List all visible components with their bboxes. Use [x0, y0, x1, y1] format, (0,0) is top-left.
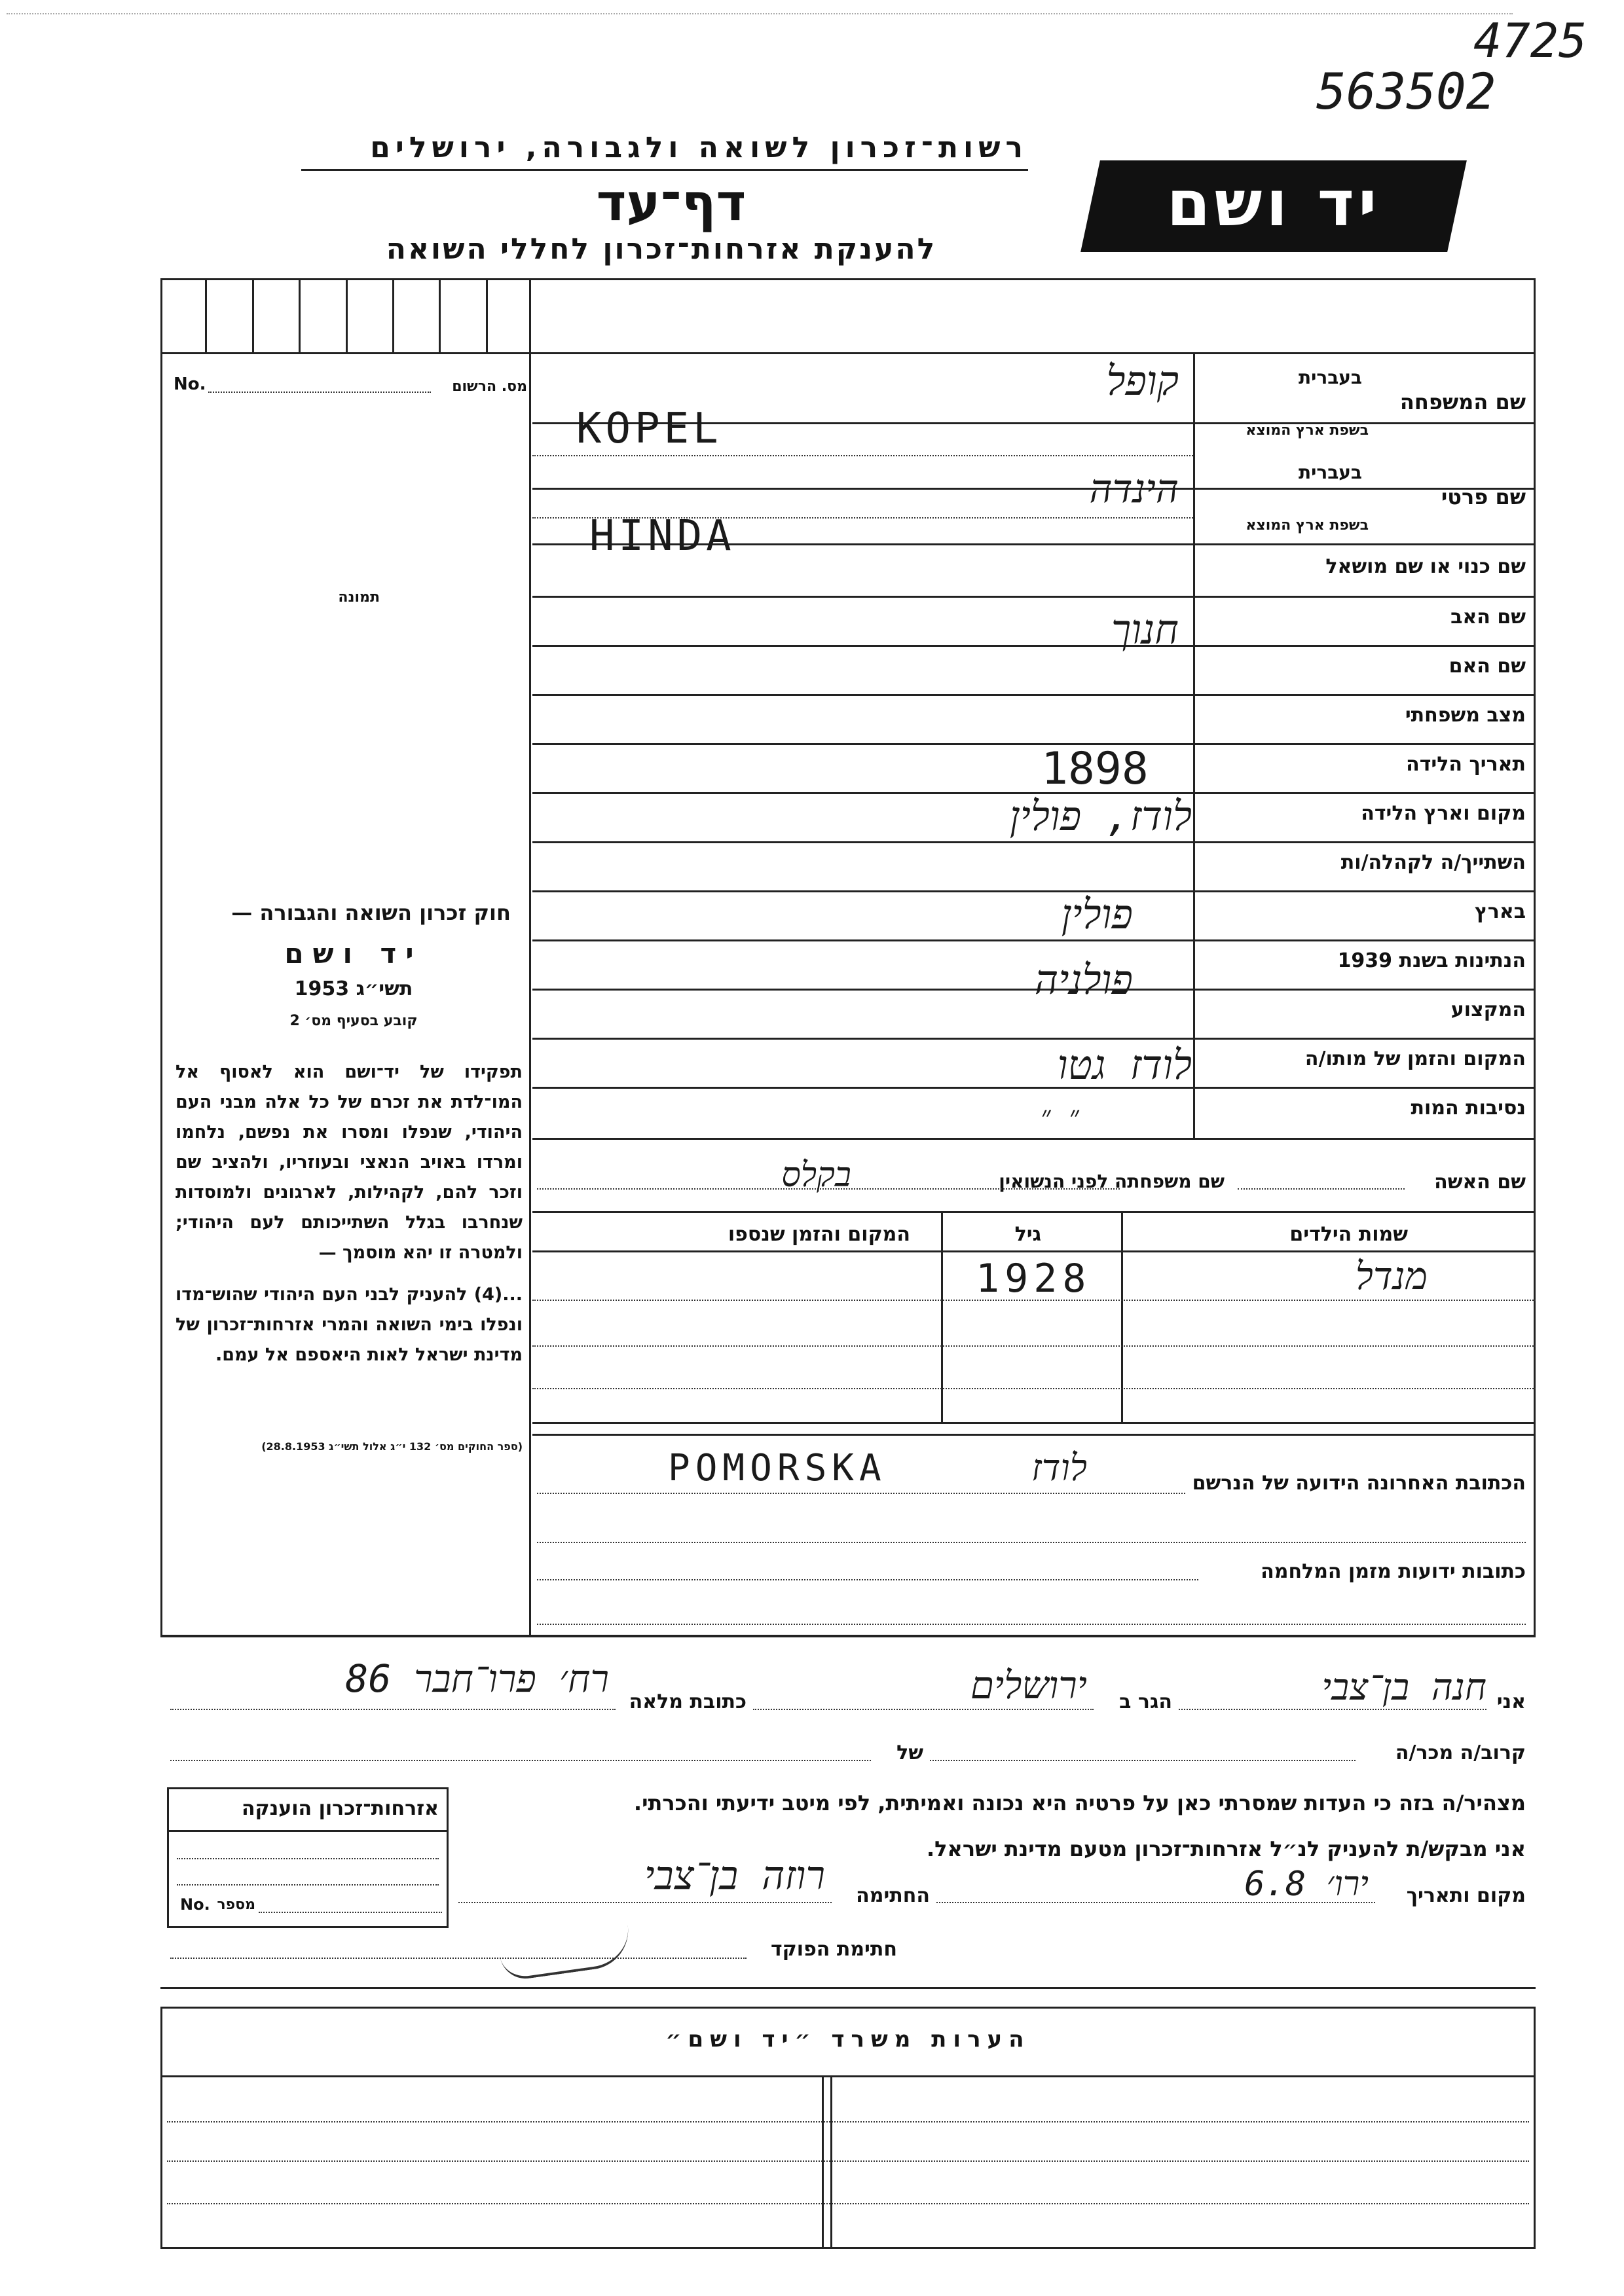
signature-value[interactable]: רוזה בן־צבי [644, 1853, 825, 1899]
row-line [532, 1038, 1536, 1040]
wife-bottom-line [532, 1211, 1536, 1213]
resides-value[interactable]: ירושלים [970, 1663, 1087, 1707]
grant-box-no-label: No. [180, 1895, 210, 1914]
address-line [537, 1542, 1526, 1543]
top-dotted-rule [7, 13, 1513, 14]
family-hebrew-sub: בעברית [1298, 367, 1362, 388]
mother-label: שם האם [1449, 655, 1526, 678]
child-age[interactable]: 1928 [976, 1256, 1092, 1302]
law-source: (ספר החוקים מס׳ 132 י״ג אלול תשי״ג 28.8.1953) [261, 1440, 523, 1453]
grant-box-line [177, 1884, 439, 1886]
wife-maiden-value[interactable]: בקלס [781, 1156, 851, 1195]
children-names-header: שמות הילדים [1289, 1223, 1408, 1246]
declaration-text: מצהיר/ה בזה כי העדות שמסרתי כאן על פרטיה היא נכונה ואמיתית, לפי מיטב ידיעתי והכרתי. [633, 1791, 1526, 1815]
children-col-divider [1121, 1212, 1123, 1422]
place-date-value[interactable]: ירו׳ 6.8 [1244, 1865, 1369, 1904]
archive-number-overwrite: 4725 [1473, 13, 1587, 68]
law-name: יד ושם [284, 938, 423, 970]
first-native-sub: בשפת ארץ המוצא [1246, 517, 1369, 534]
family-name-label: שם המשפחה [1399, 390, 1526, 414]
officer-signature-field[interactable] [170, 1958, 747, 1959]
birth-place-label: מקום וארץ הלידה [1361, 802, 1526, 825]
relative-label: קרוב/ה מכר/ה [1395, 1741, 1526, 1764]
family-native-sub: בשפת ארץ המוצא [1246, 422, 1369, 439]
full-address-field[interactable] [170, 1709, 616, 1710]
last-address-label: הכתובת האחרונה הידועה של הנרשם [1192, 1472, 1526, 1495]
notes-line[interactable] [167, 2121, 1529, 2123]
family-native-line [532, 455, 1193, 456]
birth-date-label: תאריך הלידה [1406, 753, 1526, 776]
witness-top-line [160, 1635, 1536, 1637]
wife-label: שם האשה [1434, 1171, 1526, 1194]
of-field[interactable] [170, 1760, 871, 1761]
nickname-label: שם כנוי או שם מושאל [1325, 555, 1526, 578]
request-text: אני מבקש/ת להעניק לנ״ל אזרחות־זכרון מטעם מדינת ישראל. [927, 1836, 1526, 1861]
country-value[interactable]: פולין [1061, 890, 1133, 938]
resides-field[interactable] [753, 1709, 1094, 1710]
signature-field[interactable] [458, 1902, 832, 1903]
relative-field[interactable] [930, 1760, 1356, 1761]
notes-top-line [160, 1987, 1536, 1989]
law-text-1: תפקידו של יד־ושם הוא לאסוף אל המו־לדת את זכרם של כל אלה מבני העם היהודי, שנפלו ומסרו את נפשם, נלחמו ומרדו באויב הנאצי ובעוזריו, ולהציב שם וזכר להם, לקהילות, לארגונים ולמוסדות שנחרבו בגלל השתייכותם לעם היהודי; ולמטרה זו יהא מוסמך — [175, 1062, 523, 1263]
father-value[interactable]: חנוך [1111, 606, 1179, 653]
notes-divider [830, 2075, 832, 2249]
death-circumstances-label: נסיבות המות [1411, 1097, 1526, 1120]
reg-no-field[interactable] [208, 392, 431, 393]
officer-signature-scrawl [493, 1890, 633, 1982]
row-line [532, 939, 1536, 941]
witness-name-value[interactable]: חנה בן־צבי [1321, 1666, 1486, 1709]
row-line [532, 596, 1536, 598]
first-name-native-value[interactable]: HINDA [589, 512, 735, 560]
grant-box-divider [167, 1830, 449, 1832]
wife-field[interactable] [1238, 1188, 1405, 1190]
authority-title: רשות־זכרון לשואה ולגבורה, ירושלים [370, 131, 1028, 164]
registration-boxes [160, 280, 532, 352]
form-title: דף־עד [596, 173, 747, 232]
grant-box-line [177, 1858, 439, 1859]
full-address-value[interactable]: רח׳ פרו־חבר 86 [345, 1656, 609, 1701]
first-name-hebrew-value[interactable]: הינדה [1089, 466, 1179, 512]
logo-text: יד ושם [1166, 167, 1381, 240]
row-line [532, 743, 1536, 745]
first-name-label: שם פרטי [1441, 484, 1526, 509]
marital-label: מצב משפחתי [1405, 704, 1526, 727]
left-column-divider [529, 280, 531, 1635]
wartime-address-label: כתובות ידועות מזמן המלחמה [1261, 1560, 1526, 1583]
notes-title-line [160, 2075, 1536, 2077]
law-year: תשי״ג 1953 [294, 977, 413, 1000]
father-label: שם האב [1450, 606, 1526, 629]
children-col-divider [941, 1212, 943, 1422]
full-address-label: כתובת מלאה [629, 1690, 747, 1713]
address-line [537, 1624, 1526, 1625]
grant-box-number-field[interactable] [259, 1912, 442, 1913]
children-header-line [532, 1250, 1536, 1252]
last-address-field[interactable] [537, 1493, 1185, 1494]
child-name[interactable]: מנדל [1355, 1254, 1428, 1298]
wartime-address-field[interactable] [537, 1579, 1198, 1580]
country-label: בארץ [1474, 900, 1526, 923]
birth-date-value[interactable]: 1898 [1041, 743, 1149, 795]
photo-label: תמונה [338, 589, 380, 606]
profession-label: המקצוע [1450, 998, 1526, 1021]
law-text-2: ...(4) להעניק לבני העם היהודי שהוש־מדו ונפלו בימי השואה והמרי אזרחות־זכרון של מדינת ישראל לאות היאספם אל עמם. [175, 1285, 523, 1365]
community-label: השתייך/ה לקהלה/ות [1340, 851, 1526, 874]
archive-number: 563502 [1316, 62, 1496, 120]
place-date-label: מקום ותאריך [1406, 1884, 1526, 1907]
form-subtitle: להענקת אזרחות־זכרון לחללי השואה [386, 232, 937, 266]
boxes-bottom [160, 352, 1536, 354]
reg-no-label: No. [174, 374, 206, 394]
family-name-native-value[interactable]: KOPEL [576, 405, 722, 453]
notes-line[interactable] [167, 2203, 1529, 2204]
row-line [532, 694, 1536, 696]
children-age-header: גיל [1014, 1223, 1041, 1246]
witness-prefix: אני [1496, 1690, 1526, 1713]
grant-box-number-label: מספר [217, 1897, 255, 1913]
row-line [532, 1138, 1536, 1140]
last-address-latin[interactable]: POMORSKA [668, 1447, 887, 1489]
death-place-value[interactable]: לודז גטו [1057, 1041, 1192, 1089]
wife-maiden-label: שם משפחתה לפני הנשואין [999, 1171, 1225, 1192]
children-bottom-line [532, 1422, 1536, 1424]
first-hebrew-sub: בעברית [1298, 462, 1362, 483]
authority-underline [301, 169, 1028, 171]
family-name-hebrew-value[interactable]: קופל [1106, 357, 1179, 405]
last-address-hebrew[interactable]: לודז [1031, 1447, 1087, 1489]
law-title: חוק זכרון השואה והגבורה — [231, 900, 511, 925]
grant-box-title: אזרחות־זכרון הוענקה [241, 1797, 439, 1820]
officer-signature-label: חתימת הפוקד [771, 1938, 897, 1961]
citizenship-value[interactable]: פולניה [1034, 956, 1133, 1004]
citizenship-label: הנתינות בשנת 1939 [1337, 949, 1526, 972]
reg-no-label-he: מס. הרשום [452, 378, 527, 395]
label-column-divider [1193, 352, 1195, 1138]
law-clause: קובע בסעיף מס׳ 2 [289, 1013, 418, 1029]
notes-divider [822, 2075, 824, 2249]
of-label: של [896, 1741, 923, 1764]
row-line [532, 841, 1536, 843]
death-place-label: המקום והזמן של מותו/ה [1304, 1048, 1526, 1070]
resides-label: הגר ב [1119, 1690, 1172, 1713]
notes-line[interactable] [167, 2160, 1529, 2162]
signature-label: החתימה [856, 1884, 930, 1907]
birth-place-value[interactable]: לודז, פולין [1009, 792, 1192, 840]
children-place-header: המקום והזמן שנספו [728, 1223, 910, 1246]
death-circumstances-value[interactable]: ״ ״ [1041, 1100, 1080, 1133]
witness-name-field[interactable] [1179, 1709, 1486, 1710]
office-notes-title: הערות משרד ״יד ושם״ [665, 2026, 1031, 2052]
children-row-line [532, 1388, 1536, 1389]
address-top-line [532, 1434, 1536, 1436]
children-row-line [532, 1345, 1536, 1347]
